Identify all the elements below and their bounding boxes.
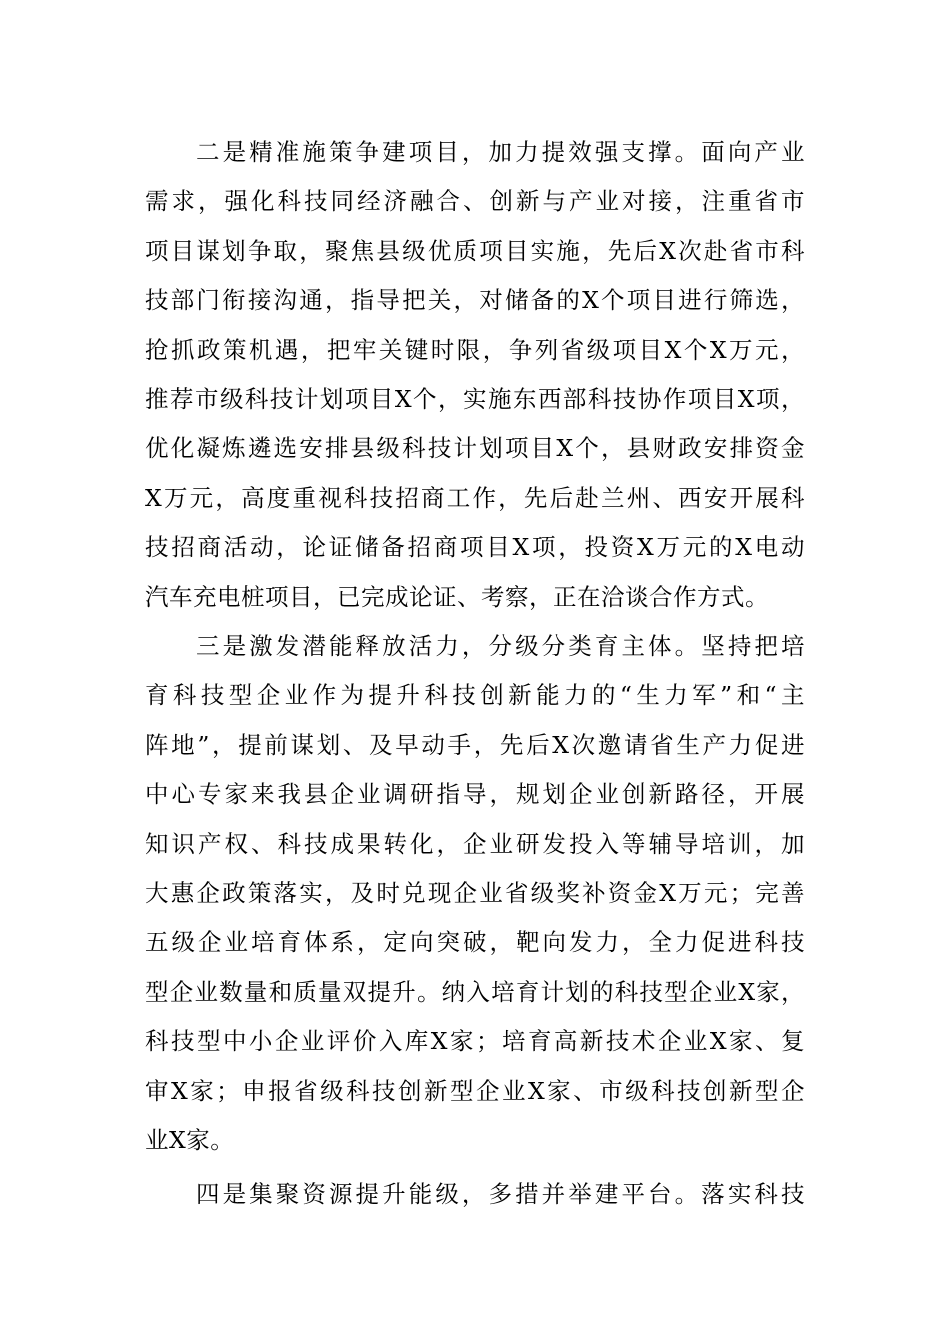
text-line: 抢抓政策机遇，把牢关键时限，争列省级项目X个X万元，	[145, 335, 805, 364]
text-line: 优化凝炼遴选安排县级科技计划项目X个，县财政安排资金	[145, 434, 805, 463]
text-line: 大惠企政策落实，及时兑现企业省级奖补资金X万元；完善	[145, 878, 805, 907]
text-line: 知识产权、科技成果转化，企业研发投入等辅导培训，加	[145, 829, 805, 858]
text-line: 育科技型企业作为提升科技创新能力的“生力军”和“主	[145, 681, 805, 710]
text-line: 审X家；申报省级科技创新型企业X家、市级科技创新型企	[145, 1076, 805, 1105]
paragraph-enterprises	[145, 622, 805, 1165]
text-line: 四是集聚资源提升能级，多措并举建平台。落实科技	[196, 1180, 805, 1208]
text-line: 业X家。	[145, 1125, 235, 1154]
text-line: 技招商活动，论证储备招商项目X项，投资X万元的X电动	[145, 533, 805, 562]
text-line: 三是激发潜能释放活力，分级分类育主体。坚持把培	[196, 632, 805, 660]
text-line: X万元，高度重视科技招商工作，先后赴兰州、西安开展科	[145, 483, 805, 512]
text-line: 中心专家来我县企业调研指导，规划企业创新路径，开展	[145, 780, 805, 809]
text-line: 技部门衔接沟通，指导把关，对储备的X个项目进行筛选，	[145, 286, 805, 315]
text-line: 项目谋划争取，聚焦县级优质项目实施，先后X次赴省市科	[145, 236, 805, 265]
text-line: 阵地”，提前谋划、及早动手，先后X次邀请省生产力促进	[145, 730, 805, 759]
text-line: 科技型中小企业评价入库X家；培育高新技术企业X家、复	[145, 1027, 805, 1056]
text-line: 五级企业培育体系，定向突破，靶向发力，全力促进科技	[145, 928, 805, 957]
paragraph-projects	[145, 128, 805, 622]
text-line: 汽车充电桩项目，已完成论证、考察，正在洽谈合作方式。	[145, 582, 769, 611]
paragraph-platforms	[145, 1170, 805, 1219]
text-line: 二是精准施策争建项目，加力提效强支撑。面向产业	[196, 138, 805, 166]
text-line: 型企业数量和质量双提升。纳入培育计划的科技型企业X家，	[145, 977, 805, 1006]
text-line: 推荐市级科技计划项目X个，实施东西部科技协作项目X项，	[145, 384, 805, 413]
text-line: 需求，强化科技同经济融合、创新与产业对接，注重省市	[145, 187, 805, 216]
